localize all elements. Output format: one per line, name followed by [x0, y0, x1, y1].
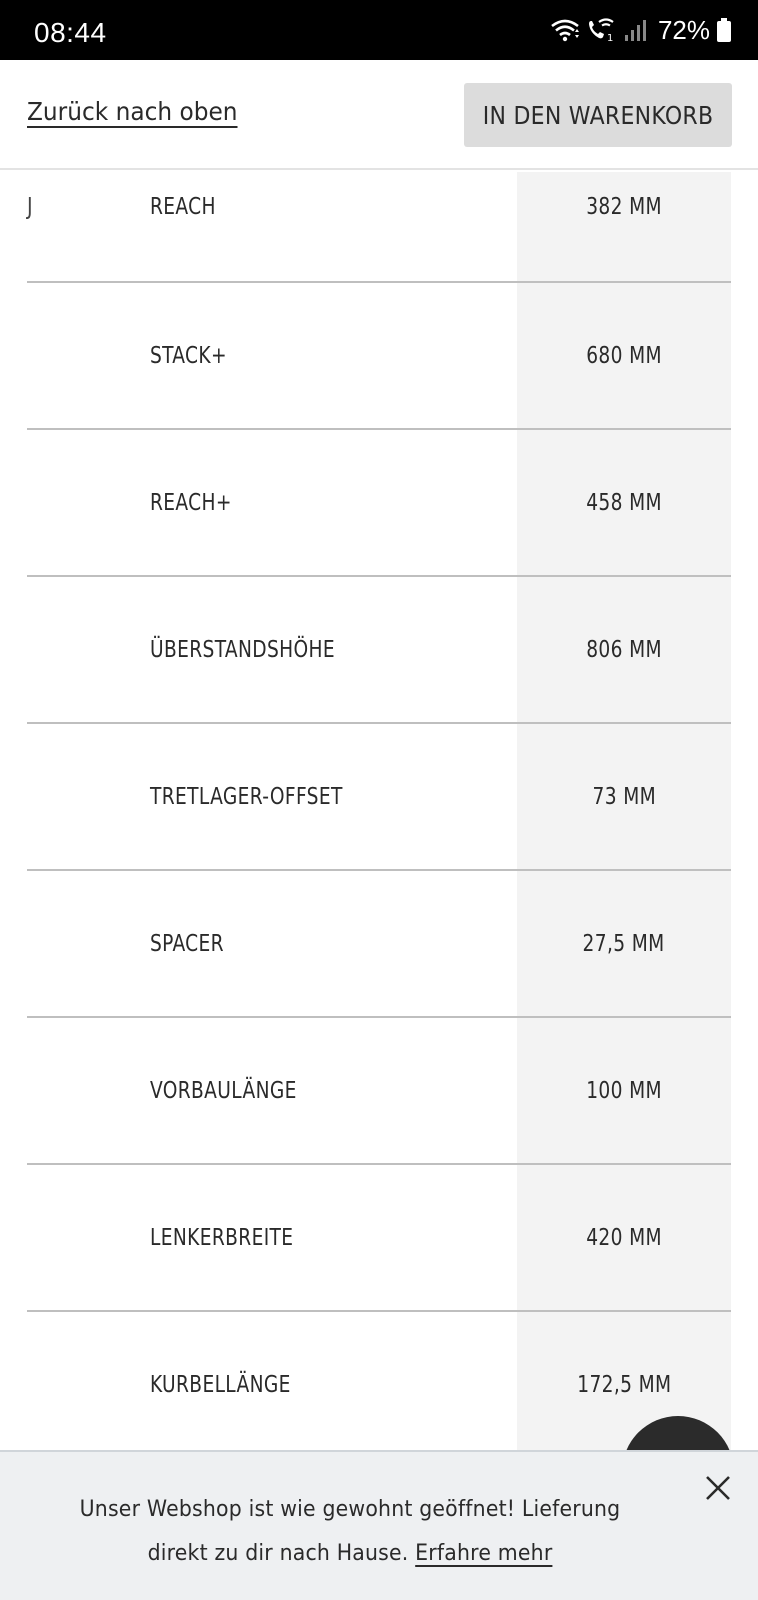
row-value: 680 MM [586, 343, 662, 369]
row-label: REACH [150, 194, 216, 220]
row-letter: J [27, 194, 33, 220]
row-label: REACH+ [150, 490, 232, 516]
value-cell-bg [517, 172, 731, 281]
row-value: 420 MM [586, 1225, 662, 1251]
table-row [27, 172, 731, 283]
row-label: SPACER [150, 931, 224, 957]
row-label: ÜBERSTANDSHÖHE [150, 637, 336, 663]
wifi-calling-icon [586, 17, 618, 43]
geometry-table [27, 172, 731, 1459]
notice-text: Unser Webshop ist wie gewohnt geöffnet! Lieferung direkt zu dir nach Hause. [79, 1497, 621, 1566]
row-label: LENKERBREITE [150, 1225, 294, 1251]
svg-text:1: 1 [606, 33, 614, 43]
table-row [27, 1312, 731, 1459]
row-label: VORBAULÄNGE [150, 1078, 297, 1104]
add-to-cart-button[interactable] [464, 83, 732, 147]
battery-icon [716, 18, 732, 42]
close-icon[interactable] [700, 1470, 736, 1506]
row-value: 27,5 MM [582, 931, 666, 957]
status-bar [0, 0, 758, 60]
row-label: STACK+ [150, 343, 227, 369]
learn-more-link[interactable]: Erfahre mehr [415, 1541, 553, 1566]
status-time: 08:44 [34, 17, 107, 48]
table-row [27, 1018, 731, 1165]
wifi-icon [550, 18, 580, 42]
row-value: 172,5 MM [576, 1372, 672, 1398]
table-row [27, 1165, 731, 1312]
row-label: KURBELLÄNGE [150, 1372, 291, 1398]
table-row [27, 577, 731, 724]
table-row [27, 871, 731, 1018]
status-icons [550, 14, 732, 46]
notice-banner [0, 1450, 758, 1600]
row-value: 458 MM [586, 490, 662, 516]
add-to-cart-label: IN DEN WARENKORB [482, 100, 714, 130]
table-row [27, 283, 731, 430]
row-value: 100 MM [586, 1078, 662, 1104]
signal-icon [624, 18, 648, 42]
battery-percentage: 72% [657, 14, 710, 45]
back-to-top-link[interactable]: Zurück nach oben [27, 97, 238, 126]
row-value: 73 MM [592, 784, 656, 810]
row-label: TRETLAGER-OFFSET [150, 784, 343, 810]
table-row [27, 430, 731, 577]
row-value: 382 MM [586, 194, 662, 220]
notice-message [30, 1488, 670, 1576]
sticky-header [0, 60, 758, 170]
table-row [27, 724, 731, 871]
row-value: 806 MM [586, 637, 662, 663]
